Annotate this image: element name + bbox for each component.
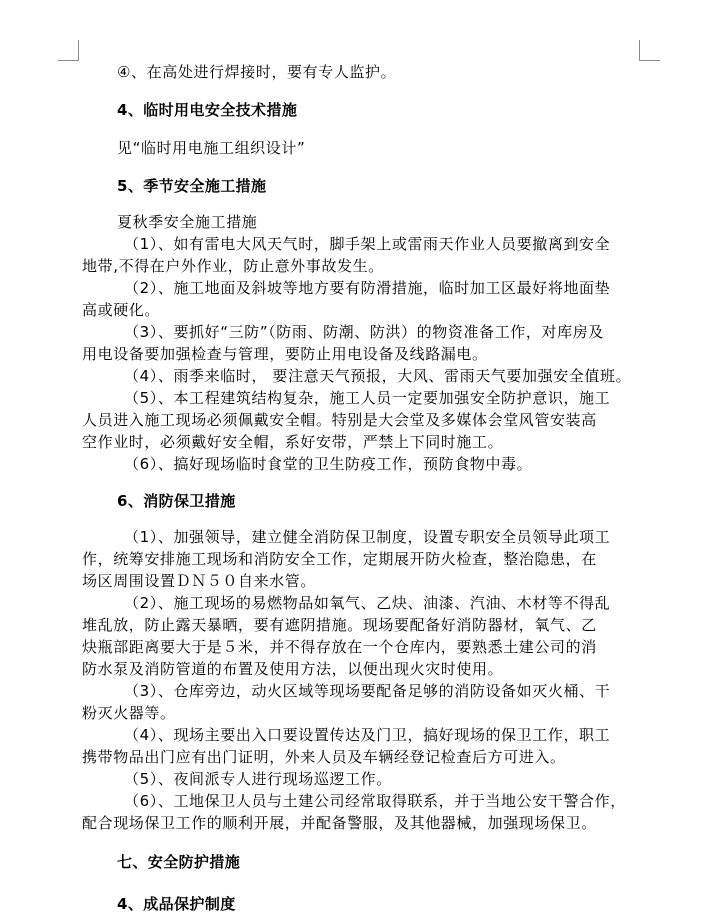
paragraph-line: （5）、夜间派专人进行现场巡逻工作。 [124, 770, 392, 788]
text-line: ④、在高处进行焊接时，要有专人监护。 [117, 63, 397, 81]
paragraph-line: （1）、加强领导，建立健全消防保卫制度，设置专职安全员领导此项工 [124, 528, 611, 546]
paragraph-line: （2）、施工现场的易燃物品如氧气、乙炔、油漆、汽油、木材等不得乱 [124, 594, 611, 612]
paragraph-line: 用电设备要加强检查与管理，要防止用电设备及线路漏电。 [82, 345, 488, 363]
paragraph-line: 人员进入施工现场必须佩戴安全帽。特别是大会堂及多媒体会堂风管安装高 [82, 411, 597, 429]
paragraph-line: 作，统筹安排施工现场和消防安全工作，定期展开防火检查，整治隐患，在 [82, 550, 597, 568]
subheading-line: 夏秋季安全施工措施 [117, 213, 258, 231]
section-heading: 6、消防保卫措施 [117, 492, 236, 510]
paragraph-line: （4）、现场主要出入口要设置传达及门卫，搞好现场的保卫工作，职工 [124, 726, 611, 744]
text-line: 见“临时用电施工组织设计” [117, 139, 306, 157]
paragraph-line: （1）、如有雷电大风天气时，脚手架上或雷雨天作业人员要撤离到安全 [124, 235, 611, 253]
paragraph-line: （6）、搞好现场临时食堂的卫生防疫工作，预防食物中毒。 [124, 455, 533, 473]
paragraph-line: （5）、本工程建筑结构复杂，施工人员一定要加强安全防护意识，施工 [124, 389, 611, 407]
paragraph-line: 携带物品出门应有出门证明，外来人员及车辆经登记检查后方可进入。 [82, 748, 566, 766]
paragraph-line: （2）、施工地面及斜坡等地方要有防滑措施，临时加工区最好将地面垫 [124, 279, 611, 297]
paragraph-line: 炔瓶部距离要大于是５米，并不得存放在一个仓库内，要熟悉土建公司的消 [82, 638, 597, 656]
paragraph-line: 粉灭火器等。 [82, 704, 176, 722]
paragraph-line: 场区周围设置ＤＮ５０自来水管。 [82, 572, 317, 590]
paragraph-line: （6）、工地保卫人员与土建公司经常取得联系，并于当地公安干警合作， [124, 792, 626, 810]
section-heading: 5、季节安全施工措施 [117, 177, 267, 195]
paragraph-line: 地带,不得在户外作业，防止意外事故发生。 [82, 257, 384, 275]
paragraph-line: 防水泵及消防管道的布置及使用方法，以便出现火灾时使用。 [82, 660, 504, 678]
paragraph-line: 空作业时，必须戴好安全帽，系好安带，严禁上下同时施工。 [82, 433, 504, 451]
paragraph-line: 高或硬化。 [82, 301, 161, 319]
paragraph-line: 配合现场保卫工作的顺利开展，并配备警服，及其他器械，加强现场保卫。 [82, 814, 597, 832]
crop-mark-top-right [639, 40, 660, 61]
section-heading: 4、临时用电安全技术措施 [117, 101, 298, 119]
paragraph-line: （3）、要抓好“三防”（防雨、防潮、防洪）的物资准备工作，对库房及 [124, 323, 604, 341]
section-heading: 4、成品保护制度 [117, 895, 236, 913]
paragraph-line: （4）、雨季来临时， 要注意天气预报，大风、雷雨天气要加强安全值班。 [124, 367, 632, 385]
paragraph-line: （3）、仓库旁边，动火区域等现场要配备足够的消防设备如灭火桶、干 [124, 682, 611, 700]
section-heading: 七、安全防护措施 [117, 853, 241, 871]
crop-mark-top-left [58, 40, 79, 61]
paragraph-line: 堆乱放，防止露天暴晒，要有遮阴措施。现场要配备好消防器材，氧气、乙 [82, 616, 597, 634]
